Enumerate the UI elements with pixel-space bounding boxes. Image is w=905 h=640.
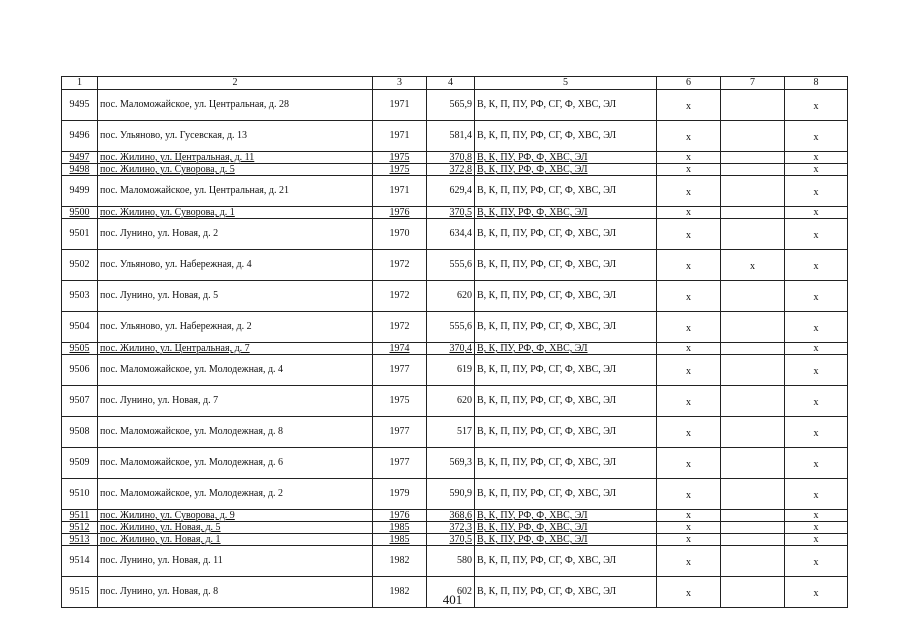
col-header-6: 6 [657,77,721,90]
address-cell: пос. Маломожайское, ул. Центральная, д. 28 [98,90,373,121]
address-cell: пос. Маломожайское, ул. Молодежная, д. 8 [98,417,373,448]
year-cell: 1985 [373,534,427,546]
equipment-cell: В, К, П, ПУ, РФ, СГ, Ф, ХВС, ЭЛ [475,448,657,479]
page-number: 401 [442,592,463,607]
equipment-cell: В, К, П, ПУ, РФ, СГ, Ф, ХВС, ЭЛ [475,121,657,152]
col8-mark: x [785,121,848,152]
table-row [62,176,848,207]
area-cell: 620 [427,281,475,312]
col7-mark [721,176,785,207]
col6-mark: x [657,152,721,164]
table-row [62,312,848,343]
col7-mark: x [721,250,785,281]
equipment-cell: В, К, П, ПУ, РФ, СГ, Ф, ХВС, ЭЛ [475,90,657,121]
col7-mark [721,219,785,250]
row-number: 9507 [62,386,98,417]
equipment-cell: В, К, ПУ, РФ, Ф, ХВС, ЭЛ [475,534,657,546]
address-cell: пос. Лунино, ул. Новая, д. 11 [98,546,373,577]
col-header-7: 7 [721,77,785,90]
address-cell: пос. Жилино, ул. Центральная, д. 11 [98,152,373,164]
equipment-cell: В, К, ПУ, РФ, Ф, ХВС, ЭЛ [475,510,657,522]
year-cell: 1972 [373,281,427,312]
col6-mark: x [657,417,721,448]
col8-mark: x [785,479,848,510]
col8-mark: x [785,386,848,417]
housing-registry-table [61,76,848,608]
col6-mark: x [657,510,721,522]
table-row [62,207,848,219]
year-cell: 1977 [373,417,427,448]
year-cell: 1985 [373,522,427,534]
address-cell: пос. Маломожайское, ул. Молодежная, д. 4 [98,355,373,386]
table-row [62,546,848,577]
area-cell: 370,8 [427,152,475,164]
area-cell: 620 [427,386,475,417]
col6-mark: x [657,386,721,417]
year-cell: 1976 [373,510,427,522]
col7-mark [721,479,785,510]
address-cell: пос. Жилино, ул. Суворова, д. 5 [98,164,373,176]
row-number: 9511 [62,510,98,522]
year-cell: 1971 [373,176,427,207]
address-cell: пос. Лунино, ул. Новая, д. 5 [98,281,373,312]
row-number: 9501 [62,219,98,250]
area-cell: 580 [427,546,475,577]
row-number: 9496 [62,121,98,152]
address-cell: пос. Лунино, ул. Новая, д. 8 [98,577,373,608]
year-cell: 1976 [373,207,427,219]
area-cell: 370,4 [427,343,475,355]
col7-mark [721,510,785,522]
col8-mark: x [785,219,848,250]
area-cell: 602 [427,577,475,608]
row-number: 9512 [62,522,98,534]
area-cell: 370,5 [427,207,475,219]
area-cell: 569,3 [427,448,475,479]
col7-mark [721,546,785,577]
col8-mark: x [785,417,848,448]
year-cell: 1970 [373,219,427,250]
equipment-cell: В, К, П, ПУ, РФ, СГ, Ф, ХВС, ЭЛ [475,417,657,448]
equipment-cell: В, К, ПУ, РФ, Ф, ХВС, ЭЛ [475,522,657,534]
row-number: 9504 [62,312,98,343]
table-row [62,355,848,386]
col6-mark: x [657,546,721,577]
col7-mark [721,534,785,546]
equipment-cell: В, К, П, ПУ, РФ, СГ, Ф, ХВС, ЭЛ [475,176,657,207]
col7-mark [721,522,785,534]
year-cell: 1974 [373,343,427,355]
equipment-cell: В, К, ПУ, РФ, Ф, ХВС, ЭЛ [475,152,657,164]
col8-mark: x [785,534,848,546]
year-cell: 1971 [373,90,427,121]
address-cell: пос. Лунино, ул. Новая, д. 7 [98,386,373,417]
equipment-cell: В, К, П, ПУ, РФ, СГ, Ф, ХВС, ЭЛ [475,281,657,312]
row-number: 9508 [62,417,98,448]
row-number: 9506 [62,355,98,386]
table-row [62,510,848,522]
year-cell: 1975 [373,152,427,164]
area-cell: 368,6 [427,510,475,522]
row-number: 9514 [62,546,98,577]
row-number: 9510 [62,479,98,510]
row-number: 9513 [62,534,98,546]
table-row [62,448,848,479]
col8-mark: x [785,448,848,479]
year-cell: 1975 [373,386,427,417]
col7-mark [721,448,785,479]
area-cell: 629,4 [427,176,475,207]
col7-mark [721,207,785,219]
year-cell: 1977 [373,448,427,479]
col-header-2: 2 [98,77,373,90]
col8-mark: x [785,355,848,386]
col7-mark [721,417,785,448]
row-number: 9502 [62,250,98,281]
col8-mark: x [785,250,848,281]
col6-mark: x [657,207,721,219]
col6-mark: x [657,479,721,510]
address-cell: пос. Жилино, ул. Новая, д. 1 [98,534,373,546]
table-row [62,534,848,546]
col6-mark: x [657,219,721,250]
col8-mark: x [785,510,848,522]
col-header-5: 5 [475,77,657,90]
area-cell: 634,4 [427,219,475,250]
col6-mark: x [657,281,721,312]
col-header-1: 1 [62,77,98,90]
table-row [62,90,848,121]
row-number: 9499 [62,176,98,207]
row-number: 9505 [62,343,98,355]
col7-mark [721,312,785,343]
col8-mark: x [785,343,848,355]
year-cell: 1972 [373,250,427,281]
address-cell: пос. Жилино, ул. Центральная, д. 7 [98,343,373,355]
col6-mark: x [657,90,721,121]
row-number: 9509 [62,448,98,479]
col8-mark: x [785,164,848,176]
col6-mark: x [657,448,721,479]
col8-mark: x [785,577,848,608]
area-cell: 581,4 [427,121,475,152]
area-cell: 372,3 [427,522,475,534]
col8-mark: x [785,90,848,121]
address-cell: пос. Жилино, ул. Суворова, д. 1 [98,207,373,219]
area-cell: 619 [427,355,475,386]
row-number: 9500 [62,207,98,219]
col8-mark: x [785,176,848,207]
equipment-cell: В, К, П, ПУ, РФ, СГ, Ф, ХВС, ЭЛ [475,546,657,577]
table-row [62,250,848,281]
address-cell: пос. Жилино, ул. Новая, д. 5 [98,522,373,534]
col7-mark [721,164,785,176]
equipment-cell: В, К, П, ПУ, РФ, СГ, Ф, ХВС, ЭЛ [475,386,657,417]
col8-mark: x [785,281,848,312]
year-cell: 1982 [373,577,427,608]
col7-mark [721,386,785,417]
col8-mark: x [785,522,848,534]
col6-mark: x [657,355,721,386]
year-cell: 1972 [373,312,427,343]
equipment-cell: В, К, П, ПУ, РФ, СГ, Ф, ХВС, ЭЛ [475,250,657,281]
table-body [62,90,848,608]
col7-mark [721,90,785,121]
equipment-cell: В, К, ПУ, РФ, Ф, ХВС, ЭЛ [475,164,657,176]
row-number: 9495 [62,90,98,121]
col8-mark: x [785,207,848,219]
year-cell: 1977 [373,355,427,386]
table-row [62,417,848,448]
year-cell: 1971 [373,121,427,152]
table-row [62,386,848,417]
address-cell: пос. Лунино, ул. Новая, д. 2 [98,219,373,250]
address-cell: пос. Маломожайское, ул. Центральная, д. 21 [98,176,373,207]
table-row [62,522,848,534]
header-row [62,77,848,90]
col6-mark: x [657,250,721,281]
col6-mark: x [657,577,721,608]
col-header-8: 8 [785,77,848,90]
table-row [62,164,848,176]
table-row [62,343,848,355]
col6-mark: x [657,534,721,546]
col8-mark: x [785,546,848,577]
address-cell: пос. Ульяново, ул. Набережная, д. 4 [98,250,373,281]
address-cell: пос. Ульяново, ул. Набережная, д. 2 [98,312,373,343]
table-row [62,281,848,312]
equipment-cell: В, К, П, ПУ, РФ, СГ, Ф, ХВС, ЭЛ [475,355,657,386]
row-number: 9503 [62,281,98,312]
year-cell: 1982 [373,546,427,577]
equipment-cell: В, К, П, ПУ, РФ, СГ, Ф, ХВС, ЭЛ [475,312,657,343]
col7-mark [721,355,785,386]
row-number: 9498 [62,164,98,176]
area-cell: 565,9 [427,90,475,121]
area-cell: 370,5 [427,534,475,546]
table-row [62,479,848,510]
col6-mark: x [657,343,721,355]
col7-mark [721,281,785,312]
table-row [62,152,848,164]
col-header-3: 3 [373,77,427,90]
row-number: 9515 [62,577,98,608]
col6-mark: x [657,176,721,207]
col7-mark [721,121,785,152]
equipment-cell: В, К, П, ПУ, РФ, СГ, Ф, ХВС, ЭЛ [475,219,657,250]
col6-mark: x [657,164,721,176]
address-cell: пос. Ульяново, ул. Гусевская, д. 13 [98,121,373,152]
address-cell: пос. Жилино, ул. Суворова, д. 9 [98,510,373,522]
year-cell: 1979 [373,479,427,510]
address-cell: пос. Маломожайское, ул. Молодежная, д. 6 [98,448,373,479]
area-cell: 517 [427,417,475,448]
area-cell: 590,9 [427,479,475,510]
row-number: 9497 [62,152,98,164]
address-cell: пос. Маломожайское, ул. Молодежная, д. 2 [98,479,373,510]
area-cell: 555,6 [427,312,475,343]
col7-mark [721,152,785,164]
equipment-cell: В, К, ПУ, РФ, Ф, ХВС, ЭЛ [475,343,657,355]
equipment-cell: В, К, П, ПУ, РФ, СГ, Ф, ХВС, ЭЛ [475,577,657,608]
area-cell: 555,6 [427,250,475,281]
col6-mark: x [657,522,721,534]
col7-mark [721,343,785,355]
col8-mark: x [785,152,848,164]
equipment-cell: В, К, П, ПУ, РФ, СГ, Ф, ХВС, ЭЛ [475,479,657,510]
col6-mark: x [657,312,721,343]
equipment-cell: В, К, ПУ, РФ, Ф, ХВС, ЭЛ [475,207,657,219]
year-cell: 1975 [373,164,427,176]
table-row [62,121,848,152]
col8-mark: x [785,312,848,343]
col6-mark: x [657,121,721,152]
table-row [62,219,848,250]
col-header-4: 4 [427,77,475,90]
area-cell: 372,8 [427,164,475,176]
